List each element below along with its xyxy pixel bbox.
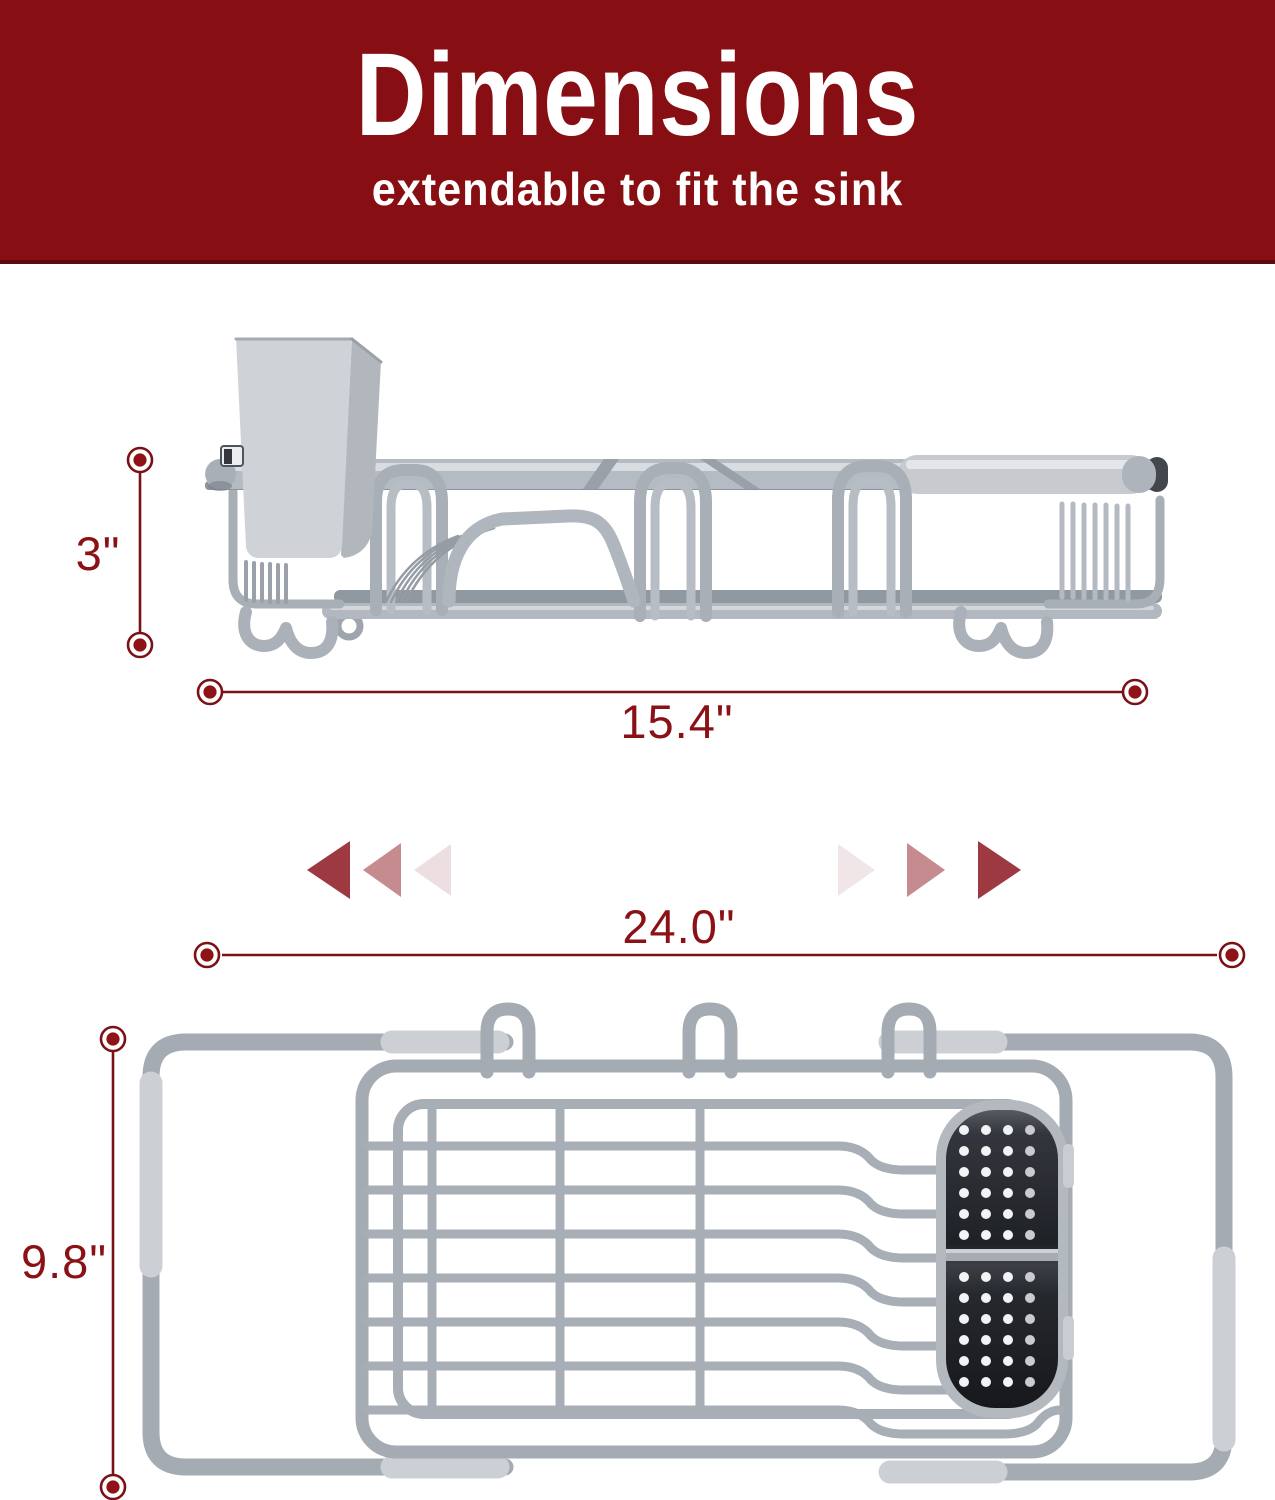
side-view-cup-clip-dark bbox=[224, 449, 232, 464]
side-height-label: 3" bbox=[75, 527, 121, 580]
page-subtitle: extendable to fit the sink bbox=[371, 163, 904, 215]
side-view-left-foot-hook bbox=[244, 612, 332, 653]
side-view-utensil-cup bbox=[221, 338, 381, 558]
top-view-basket-divider-highlight bbox=[946, 1249, 1058, 1253]
page-title: Dimensions bbox=[355, 29, 920, 161]
side-view-left-basket-fins bbox=[246, 562, 286, 602]
top-view-illustration bbox=[151, 1009, 1224, 1472]
top-view-basket-tab-lower bbox=[1063, 1316, 1074, 1360]
side-view-rail-sleeve-highlight bbox=[906, 460, 1144, 469]
side-view-illustration bbox=[205, 338, 1168, 653]
top-view-basket-tab-upper bbox=[1063, 1144, 1074, 1188]
side-view-rail-end-cap bbox=[1122, 456, 1156, 493]
top-width-label: 24.0" bbox=[622, 900, 736, 953]
top-view-utensil-basket bbox=[936, 1100, 1074, 1418]
side-view-rail-left-cap-shadow bbox=[208, 481, 232, 491]
side-view-bottom-rail-highlight bbox=[330, 606, 1154, 610]
top-depth-label: 9.8" bbox=[20, 1235, 108, 1288]
side-view-right-fins bbox=[1062, 504, 1128, 599]
extend-left-arrows-icon bbox=[307, 841, 451, 899]
extend-right-arrows-icon bbox=[838, 841, 1021, 899]
header-banner bbox=[0, 0, 1275, 264]
side-view-bottom-rail-back bbox=[334, 590, 1162, 603]
side-width-label: 15.4" bbox=[620, 695, 734, 748]
